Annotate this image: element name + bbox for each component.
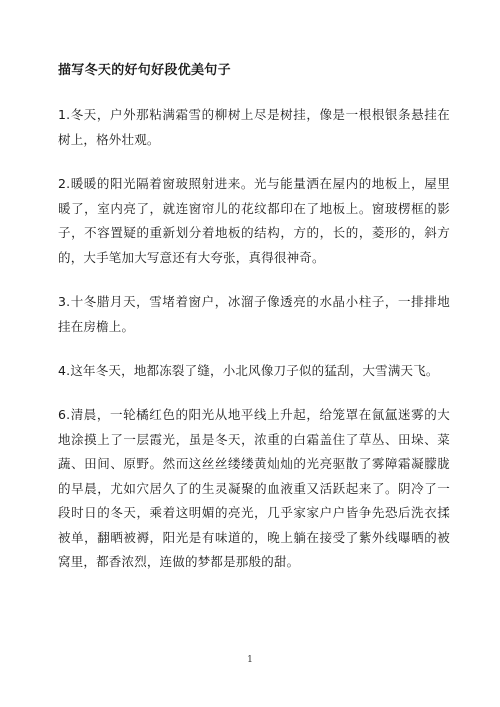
paragraph-1: 1.冬天，户外那粘满霜雪的柳树上尽是树挂，像是一根根银条悬挂在树上，格外壮观。 xyxy=(58,107,450,147)
document-title: 描写冬天的好句好段优美句子 xyxy=(58,63,231,78)
page-number: 1 xyxy=(247,655,253,665)
paragraph-3: 3.十冬腊月天，雪堵着窗户，冰溜子像透亮的水晶小柱子，一排排地挂在房檐上。 xyxy=(58,294,450,334)
paragraph-4: 4.这年冬天，地都冻裂了缝，小北风像刀子似的猛刮，大雪满天飞。 xyxy=(58,363,439,378)
paragraph-2: 2.暖暖的阳光隔着窗玻照射进来。光与能量洒在屋内的地板上，屋里暖了，室内亮了，就连窗帘儿的花纹都印在了地板上。窗玻楞框的影子，不容置疑的重新划分着地板的结构，方的，长的，菱形的，斜方的，大手笔加大写意还有大夸张，真得很神奇。 xyxy=(58,176,450,265)
paragraph-6: 6.清晨，一轮橘红色的阳光从地平线上升起，给笼罩在氤氲迷雾的大地涂摸上了一层霞光，虽是冬天，浓重的白霜盖住了草丛、田垛、菜蔬、田间、原野。然而这丝丝缕缕黄灿灿的光亮驱散了雾障霜凝朦胧的早晨，尤如穴居久了的生灵凝聚的血液重又活跃起来了。阴冷了一段时日的冬天，乘着这明媚的亮光，几乎家家户户皆争先恐后洗衣揉被单，翻晒被褥，阳光是有味道的，晚上躺在接受了紫外线曝晒的被窝里，都香浓烈，连做的梦都是那般的甜。 xyxy=(58,407,450,569)
